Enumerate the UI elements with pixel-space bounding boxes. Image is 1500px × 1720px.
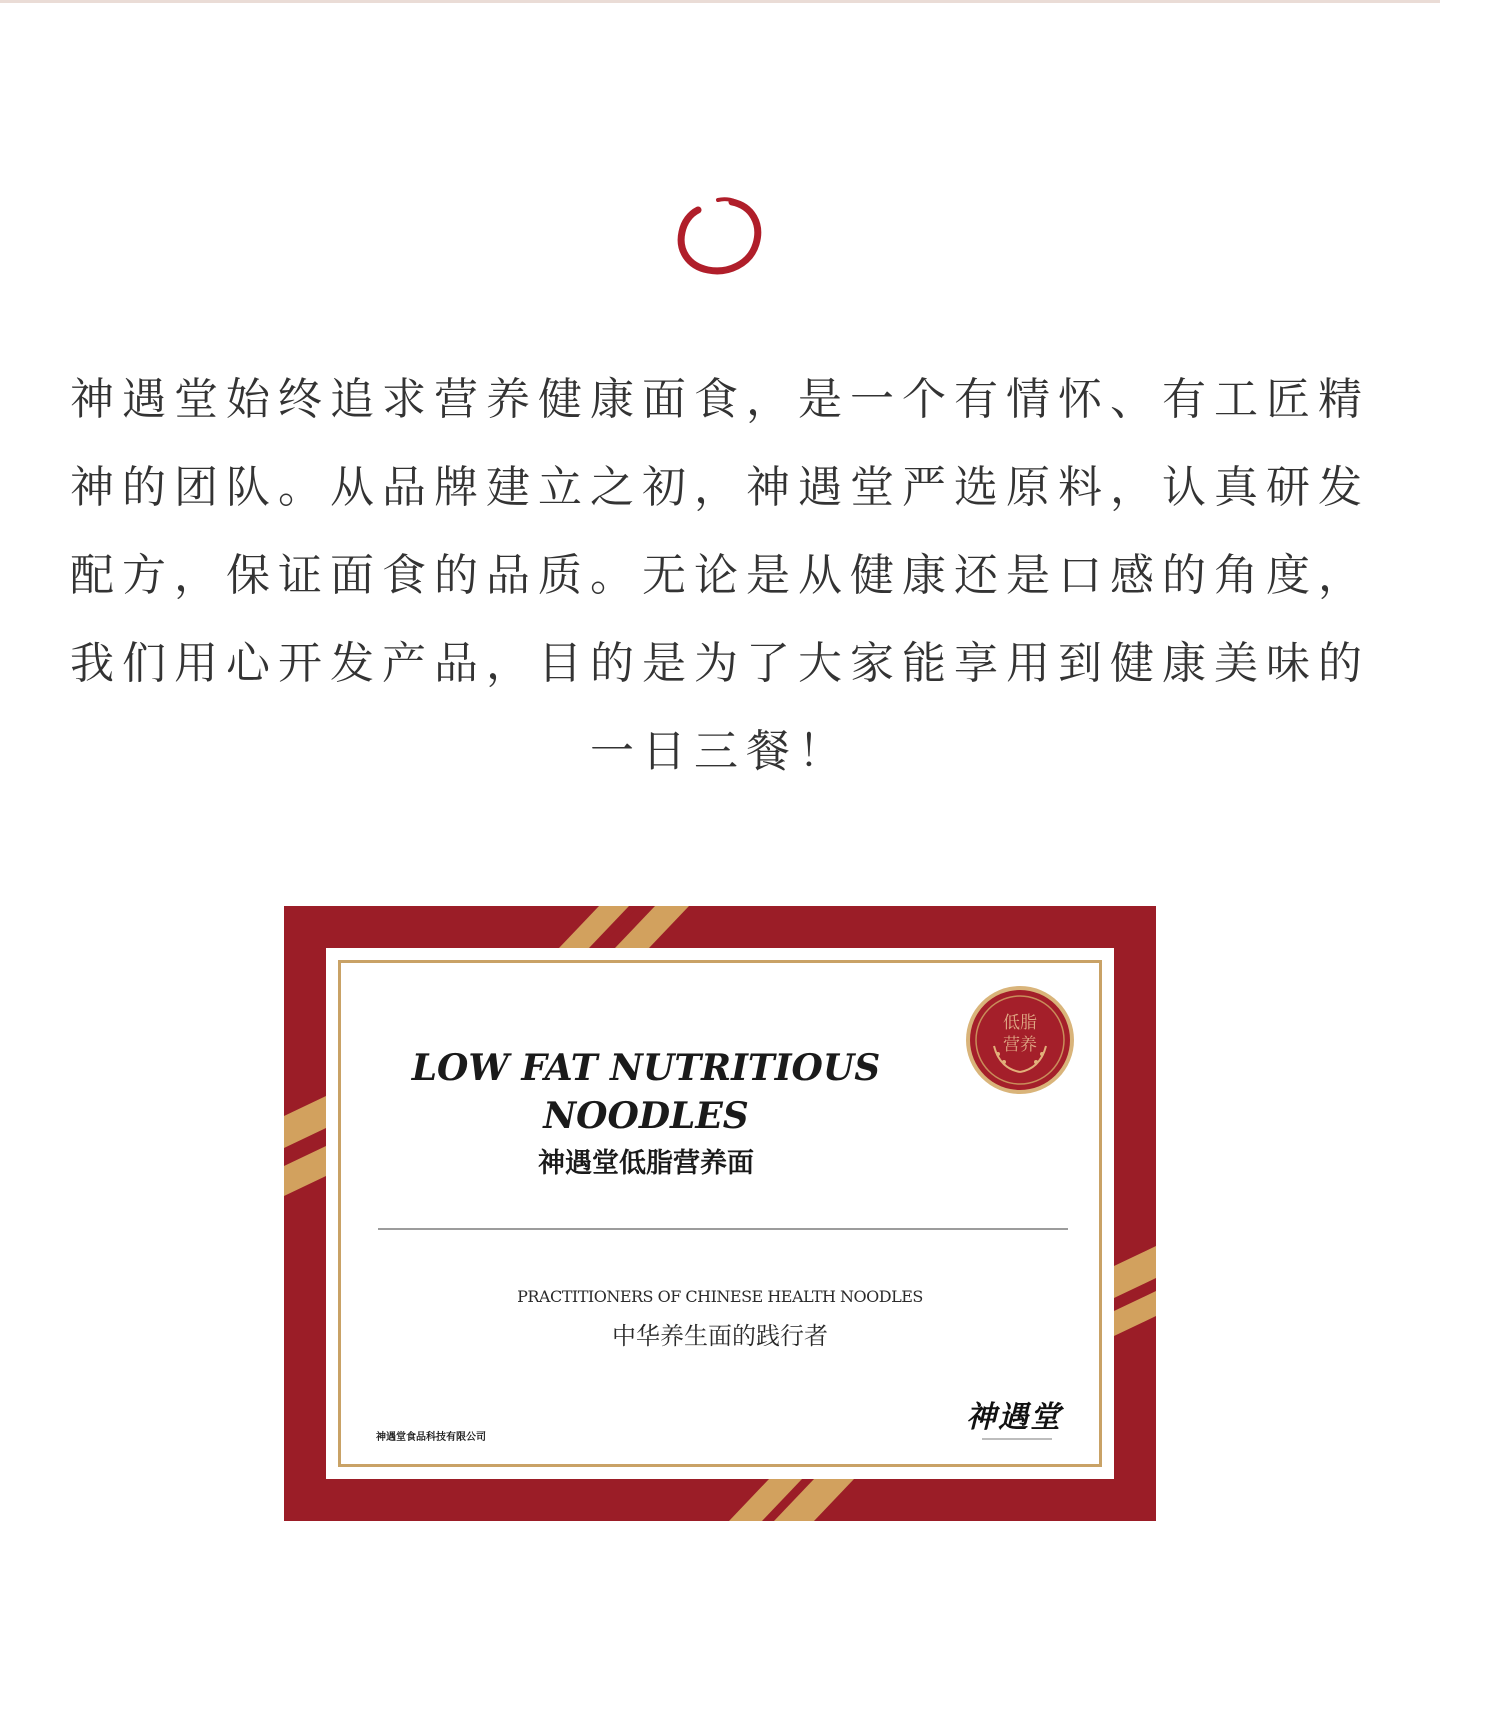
certificate-subtitle-en: PRACTITIONERS OF CHINESE HEALTH NOODLES	[517, 1287, 923, 1306]
signature-underline	[982, 1438, 1052, 1440]
seal-text	[964, 1012, 1076, 1056]
certificate-title-cn: 神遇堂低脂营养面	[538, 1148, 754, 1179]
certificate-image	[284, 906, 1156, 1521]
top-divider	[0, 0, 1440, 3]
company-name: 神遇堂食品科技有限公司	[376, 1432, 486, 1443]
wax-seal-icon	[964, 984, 1076, 1096]
brand-intro-text: 神遇堂始终追求营养健康面食，是一个有情怀、有工匠精神的团队。从品牌建立之初，神遇堂严选原料，认真研发配方，保证面食的品质。无论是从健康还是口感的角度，我们用心开发产品，目的是为了大家能享用到健康美味的一日三餐！	[70, 374, 1370, 777]
certificate-paper	[326, 948, 1114, 1479]
certificate-subtitle-cn: 中华养生面的践行者	[612, 1322, 828, 1350]
seal-line-1: 低脂	[1003, 1013, 1037, 1033]
seal-line-2: 营养	[1003, 1035, 1037, 1055]
ink-brush-circle-icon	[670, 194, 770, 278]
brand-signature: 神遇堂	[966, 1400, 1062, 1435]
certificate-title-en: LOW FAT NUTRITIOUS NOODLES	[411, 1047, 881, 1137]
certificate-divider	[378, 1228, 1068, 1230]
